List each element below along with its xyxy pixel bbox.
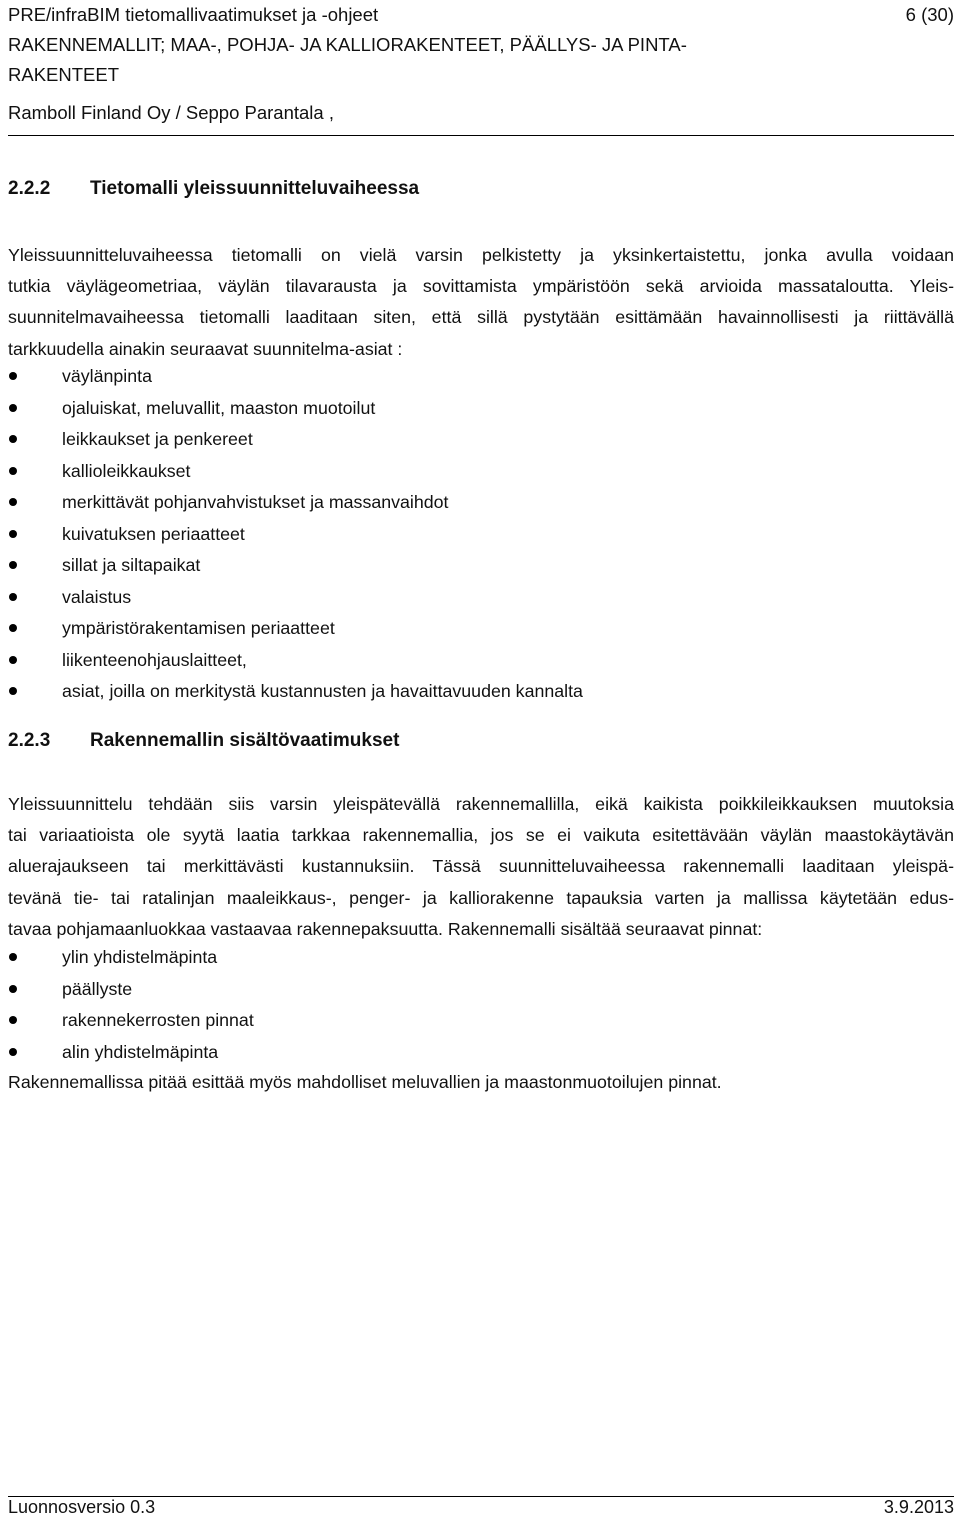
list-item: sillat ja siltapaikat (8, 550, 583, 582)
list-item: leikkaukset ja penkereet (8, 424, 583, 456)
header-author: Ramboll Finland Oy / Seppo Parantala , (8, 102, 334, 123)
bullet-icon (9, 593, 17, 601)
paragraph-line: suunnitelmavaiheessa tietomalli laaditaan siten, että sillä pystytään esittämään havainnollisesti ja riittävällä (8, 307, 954, 328)
footer-date: 3.9.2013 (883, 1497, 954, 1517)
section-heading-2-2-3 (8, 730, 399, 752)
bullet-icon (9, 1048, 17, 1056)
section1-bullet-list (8, 361, 583, 708)
bullet-icon (9, 435, 17, 443)
list-item: asiat, joilla on merkitystä kustannusten ja havaittavuuden kannalta (8, 676, 583, 708)
paragraph-line: tai variaatioista ole syytä laatia tarkkaa rakennemallia, jos se ei vaikuta esitettävään väylän maastokäytävän (8, 825, 954, 846)
list-item: alin yhdistelmäpinta (8, 1037, 254, 1069)
footer-version: Luonnosversio 0.3 (8, 1497, 156, 1517)
header-subtitle-line1: RAKENNEMALLIT; MAA-, POHJA- JA KALLIORAKENTEET, PÄÄLLYS- JA PINTA- (8, 34, 687, 55)
section2-bullet-list (8, 942, 254, 1068)
list-item: ylin yhdistelmäpinta (8, 942, 254, 974)
bullet-icon (9, 985, 17, 993)
section2-closing-text: Rakennemallissa pitää esittää myös mahdolliset meluvallien ja maastonmuotoilujen pinnat. (8, 1072, 722, 1092)
bullet-icon (9, 656, 17, 664)
section-number: 2.2.3 (8, 730, 51, 751)
bullet-icon (9, 404, 17, 412)
paragraph-line: Yleissuunnitteluvaiheessa tietomalli on vielä varsin pelkistetty ja yksinkertaistettu, jonka avulla voidaan (8, 245, 954, 265)
list-item: merkittävät pohjanvahvistukset ja massanvaihdot (8, 487, 583, 519)
list-item: päällyste (8, 974, 254, 1006)
bullet-icon (9, 953, 17, 961)
list-item: väylänpinta (8, 361, 583, 393)
section-heading-2-2-2 (8, 178, 419, 200)
bullet-icon (9, 687, 17, 695)
paragraph-line: Yleissuunnittelu tehdään siis varsin yleispätevällä rakennemallilla, eikä kaikista poikkileikkauksen muutoksia (8, 794, 954, 814)
section-title: Tietomalli yleissuunnitteluvaiheessa (90, 178, 420, 199)
paragraph-line: tevänä tie- tai ratalinjan maaleikkaus-, penger- ja kalliorakenne tapauksia varten ja mallissa käytetään edus- (8, 887, 954, 908)
bullet-icon (9, 561, 17, 569)
paragraph-line: tavaa pohjamaanluokkaa vastaavaa rakennepaksuutta. Rakennemalli sisältää seuraavat pinnat: (8, 918, 763, 939)
header-document-title: PRE/infraBIM tietomallivaatimukset ja -ohjeet (8, 4, 379, 25)
section1-paragraph (8, 240, 954, 365)
bullet-icon (9, 530, 17, 538)
list-item: ojaluiskat, meluvallit, maaston muotoilut (8, 393, 583, 425)
section2-paragraph (8, 789, 954, 945)
header-rule (8, 135, 954, 136)
paragraph-line: aluerajaukseen tai merkittävästi kustannuksiin. Tässä suunnitteluvaiheessa rakennemalli laaditaan yleispä- (8, 856, 954, 877)
list-item: kallioleikkaukset (8, 456, 583, 488)
list-item: rakennekerrosten pinnat (8, 1005, 254, 1037)
section-title: Rakennemallin sisältövaatimukset (90, 730, 400, 751)
section-number: 2.2.2 (8, 178, 51, 199)
page-header (8, 0, 954, 123)
bullet-icon (9, 624, 17, 632)
header-page-number: 6 (30) (905, 4, 954, 25)
paragraph-line: tarkkuudella ainakin seuraavat suunnitelma-asiat : (8, 338, 403, 359)
list-item: valaistus (8, 582, 583, 614)
page-footer (8, 1497, 954, 1523)
bullet-icon (9, 1016, 17, 1024)
bullet-icon (9, 372, 17, 380)
list-item: liikenteenohjauslaitteet, (8, 645, 583, 677)
list-item: ympäristörakentamisen periaatteet (8, 613, 583, 645)
bullet-icon (9, 467, 17, 475)
header-subtitle-line2: RAKENTEET (8, 64, 120, 85)
paragraph-line: tutkia väylägeometriaa, väylän tilavarausta ja sovittamista ympäristöön sekä arvioida massataloutta. Yleis- (8, 276, 954, 297)
list-item: kuivatuksen periaatteet (8, 519, 583, 551)
bullet-icon (9, 498, 17, 506)
